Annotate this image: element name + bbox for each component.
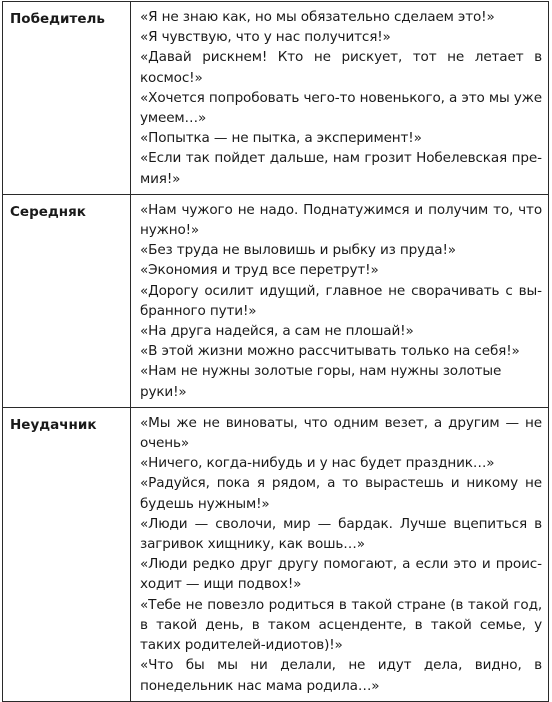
quote-item: «В этой жизни можно рассчитывать только на себя!» xyxy=(140,343,520,360)
quote-item: «Без труда не выловишь и рыбку из пруда!» xyxy=(140,242,456,259)
quote-item: «Мы же не виноваты, что одним везет, а другим — не очень» xyxy=(140,414,542,452)
row-label-average: Середняк xyxy=(10,203,86,220)
row-label-winner: Победитель xyxy=(10,11,105,27)
row-label-cell xyxy=(3,194,131,407)
quote-item: «Ничего, когда-нибудь и у нас будет праздник…» xyxy=(140,455,495,472)
table-row-loser xyxy=(3,407,549,701)
quote-item: «Радуйся, пока я рядом, а то вырастешь и никому не будешь нужным!» xyxy=(140,475,542,512)
quote-item: «Хочется попробовать чего-то новенького, а это мы уже умеем…» xyxy=(140,89,542,127)
quotes-cell-winner xyxy=(131,2,549,195)
quote-item: «Экономия и труд все перетрут!» xyxy=(140,262,379,279)
quote-item: «Давай рискнем! Кто не рискует, тот не летает в космос!» xyxy=(140,49,542,86)
quote-item: «Люди редко друг другу помогают, а если это и происходит — ищи подвох!» xyxy=(140,556,542,593)
table-row-winner xyxy=(3,2,549,195)
quote-item: «На друга надейся, а сам не плошай!» xyxy=(140,323,414,340)
quote-item: «Я не знаю как, но мы обязательно сделаем это!» xyxy=(140,9,495,25)
quote-item: «Дорогу осилит идущий, главное не сворачивать с выбранного пути!» xyxy=(140,282,542,319)
row-label-loser: Неудачник xyxy=(10,416,97,433)
quote-item: «Что бы мы ни делали, не идут дела, видно, в понедельник нас мама родила…» xyxy=(140,657,542,694)
quote-item: «Нам чужого не надо. Поднатужимся и получим то, что нужно!» xyxy=(140,201,542,239)
row-label-cell xyxy=(3,407,131,701)
quote-item: «Люди — сволочи, мир — бардак. Лучше вцепиться в загривок хищнику, как вошь…» xyxy=(140,515,542,553)
quote-item: «Тебе не повезло родиться в такой стране (в такой год, в такой день, в таком асценденте, в такой семье, у таких родителей-идиотов)!» xyxy=(140,596,542,654)
quote-item: «Попытка — не пытка, а эксперимент!» xyxy=(140,130,422,147)
mindset-quotes-table xyxy=(2,1,549,702)
quote-item: «Если так пойдет дальше, нам грозит Нобелевская премия!» xyxy=(140,150,542,187)
quote-item: «Я чувствую, что у нас получится!» xyxy=(140,29,391,46)
quotes-cell-average xyxy=(131,194,549,407)
table-row-average xyxy=(3,194,549,407)
row-label-cell xyxy=(3,2,131,195)
quote-item: «Нам не нужны золотые горы, нам нужны золотые руки!» xyxy=(140,363,502,400)
quotes-cell-loser xyxy=(131,407,549,701)
